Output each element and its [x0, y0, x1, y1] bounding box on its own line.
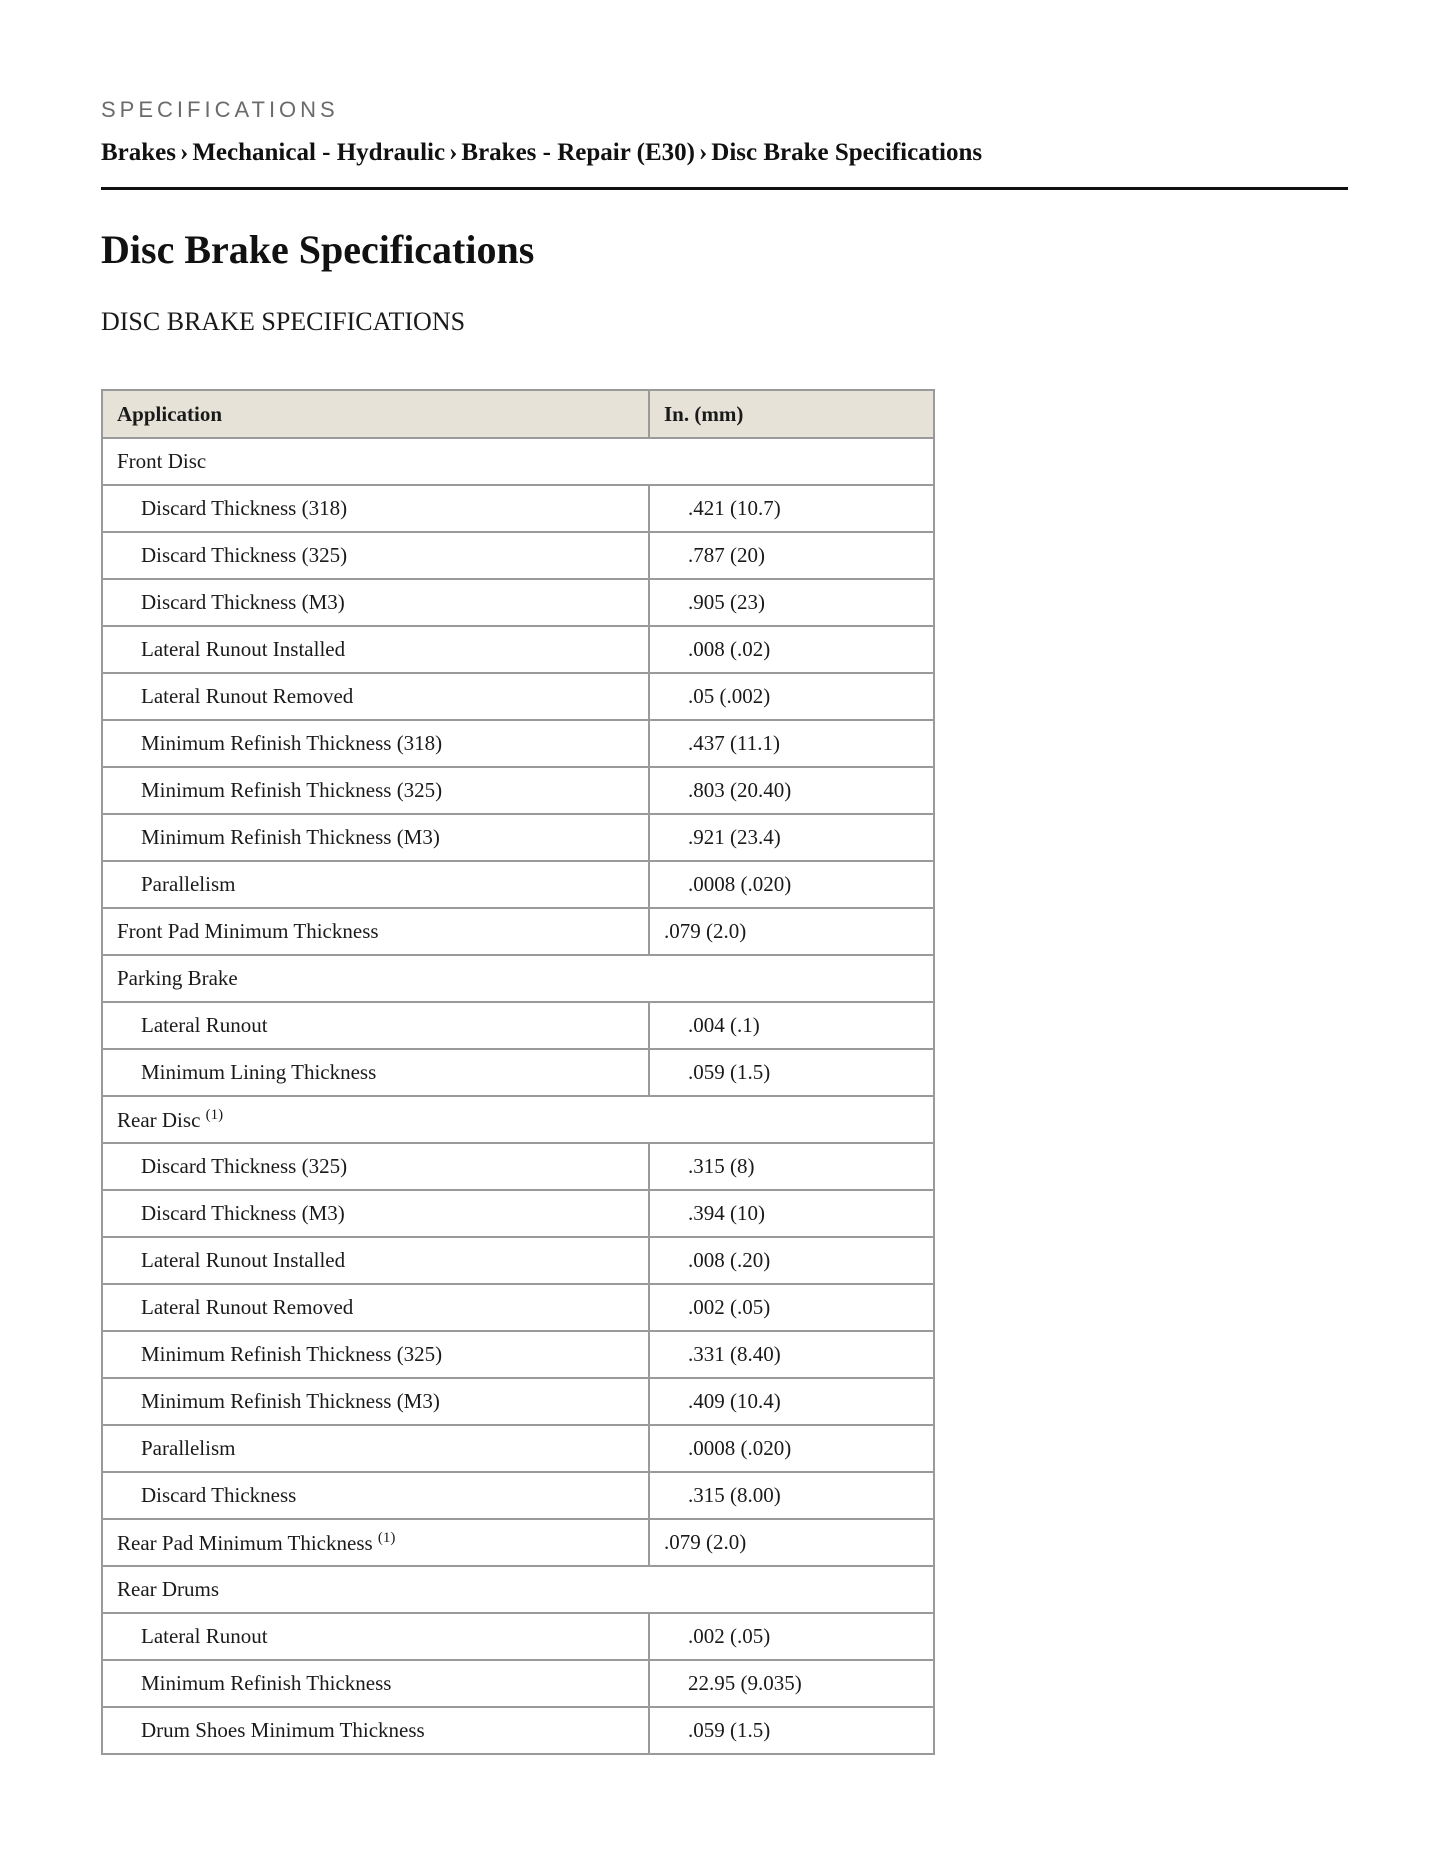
application-cell	[102, 1331, 649, 1378]
value-cell: .004 (.1)	[649, 1002, 934, 1049]
application-cell	[102, 814, 649, 861]
footnote-marker: (1)	[377, 1529, 396, 1546]
application-label: Discard Thickness (318)	[141, 496, 348, 520]
table-row	[102, 1237, 934, 1284]
table-row	[102, 1331, 934, 1378]
table-row	[102, 626, 934, 673]
table-row	[102, 1707, 934, 1754]
value-cell: .002 (.05)	[649, 1613, 934, 1660]
value-cell: .0008 (.020)	[649, 1425, 934, 1472]
application-label: Front Pad Minimum Thickness	[117, 919, 379, 943]
breadcrumb	[101, 139, 982, 167]
breadcrumb-item-current: Disc Brake Specifications	[711, 139, 983, 166]
table-row	[102, 861, 934, 908]
table-row	[102, 814, 934, 861]
page-title: Disc Brake Specifications	[101, 227, 535, 272]
group-label-cell	[102, 1096, 934, 1143]
group-label-cell	[102, 438, 934, 485]
value-cell: .331 (8.40)	[649, 1331, 934, 1378]
table-row	[102, 1519, 934, 1566]
value-cell: .315 (8)	[649, 1143, 934, 1190]
application-label: Lateral Runout Installed	[141, 637, 346, 661]
value-cell: .421 (10.7)	[649, 485, 934, 532]
table-row	[102, 1143, 934, 1190]
application-cell	[102, 1002, 649, 1049]
application-label: Minimum Refinish Thickness (325)	[141, 1342, 443, 1366]
section-title: DISC BRAKE SPECIFICATIONS	[101, 307, 466, 336]
application-cell	[102, 1049, 649, 1096]
value-cell: .059 (1.5)	[649, 1049, 934, 1096]
application-label: Lateral Runout Removed	[141, 1295, 354, 1319]
value-cell: .0008 (.020)	[649, 861, 934, 908]
group-label-cell	[102, 1566, 934, 1613]
table-group-row	[102, 1096, 934, 1143]
table-header-row	[102, 390, 934, 438]
application-label: Minimum Refinish Thickness	[141, 1671, 392, 1695]
application-label: Discard Thickness (M3)	[141, 1201, 345, 1225]
application-cell	[102, 1237, 649, 1284]
value-cell: .315 (8.00)	[649, 1472, 934, 1519]
application-label: Minimum Refinish Thickness (M3)	[141, 825, 440, 849]
column-header-application: Application	[102, 390, 649, 438]
application-label: Minimum Refinish Thickness (325)	[141, 778, 443, 802]
breadcrumb-item[interactable]: Brakes - Repair (E30)	[461, 139, 695, 166]
value-cell: .05 (.002)	[649, 673, 934, 720]
table-row	[102, 1049, 934, 1096]
application-cell	[102, 1378, 649, 1425]
value-cell: .079 (2.0)	[649, 908, 934, 955]
application-label: Lateral Runout	[141, 1013, 268, 1037]
value-cell: .059 (1.5)	[649, 1707, 934, 1754]
application-label: Discard Thickness (325)	[141, 1154, 348, 1178]
table-row	[102, 720, 934, 767]
table-body	[102, 438, 934, 1754]
application-cell	[102, 861, 649, 908]
table-row	[102, 1660, 934, 1707]
table-row	[102, 767, 934, 814]
group-label: Front Disc	[117, 449, 207, 473]
value-cell: 22.95 (9.035)	[649, 1660, 934, 1707]
table-row	[102, 1472, 934, 1519]
table-row	[102, 1002, 934, 1049]
column-header-value: In. (mm)	[649, 390, 934, 438]
table-row	[102, 579, 934, 626]
section-eyebrow: SPECIFICATIONS	[101, 97, 339, 122]
application-label: Lateral Runout Removed	[141, 684, 354, 708]
value-cell: .008 (.02)	[649, 626, 934, 673]
footnote-marker: (1)	[205, 1106, 224, 1123]
application-cell	[102, 1660, 649, 1707]
value-cell: .008 (.20)	[649, 1237, 934, 1284]
breadcrumb-separator: ›	[180, 139, 189, 166]
application-label: Lateral Runout Installed	[141, 1248, 346, 1272]
group-label: Parking Brake	[117, 966, 238, 990]
group-label: Rear Drums	[117, 1577, 220, 1601]
application-cell	[102, 1707, 649, 1754]
table-group-row	[102, 438, 934, 485]
value-cell: .409 (10.4)	[649, 1378, 934, 1425]
application-cell	[102, 485, 649, 532]
application-label: Discard Thickness (M3)	[141, 590, 345, 614]
table-group-row	[102, 1566, 934, 1613]
application-cell	[102, 532, 649, 579]
application-label: Parallelism	[141, 872, 236, 896]
table-row	[102, 1190, 934, 1237]
header-divider	[101, 187, 1348, 190]
table-group-row	[102, 955, 934, 1002]
table-row	[102, 1378, 934, 1425]
table-row	[102, 1425, 934, 1472]
application-label: Minimum Refinish Thickness (M3)	[141, 1389, 440, 1413]
table-row	[102, 485, 934, 532]
application-label: Lateral Runout	[141, 1624, 268, 1648]
value-cell: .905 (23)	[649, 579, 934, 626]
breadcrumb-separator: ›	[449, 139, 458, 166]
application-cell	[102, 1284, 649, 1331]
application-label: Minimum Lining Thickness	[141, 1060, 377, 1084]
value-cell: .787 (20)	[649, 532, 934, 579]
application-cell	[102, 908, 649, 955]
application-cell	[102, 1190, 649, 1237]
application-cell	[102, 673, 649, 720]
breadcrumb-separator: ›	[698, 139, 708, 166]
breadcrumb-item[interactable]: Brakes	[101, 139, 176, 166]
application-label: Discard Thickness	[141, 1483, 297, 1507]
application-cell	[102, 1613, 649, 1660]
application-label: Minimum Refinish Thickness (318)	[141, 731, 443, 755]
application-cell	[102, 1472, 649, 1519]
table-row	[102, 908, 934, 955]
application-cell	[102, 1519, 649, 1566]
value-cell: .437 (11.1)	[649, 720, 934, 767]
application-label: Discard Thickness (325)	[141, 543, 348, 567]
spec-table	[101, 389, 935, 1755]
value-cell: .921 (23.4)	[649, 814, 934, 861]
value-cell: .079 (2.0)	[649, 1519, 934, 1566]
table-row	[102, 532, 934, 579]
group-label: Rear Disc	[117, 1107, 201, 1132]
table-row	[102, 1613, 934, 1660]
value-cell: .002 (.05)	[649, 1284, 934, 1331]
application-label: Parallelism	[141, 1436, 236, 1460]
value-cell: .803 (20.40)	[649, 767, 934, 814]
application-cell	[102, 626, 649, 673]
application-cell	[102, 767, 649, 814]
application-cell	[102, 1143, 649, 1190]
breadcrumb-item[interactable]: Mechanical - Hydraulic	[192, 139, 446, 166]
group-label-cell	[102, 955, 934, 1002]
application-label: Drum Shoes Minimum Thickness	[141, 1718, 425, 1742]
table-row	[102, 673, 934, 720]
application-label: Rear Pad Minimum Thickness	[117, 1530, 373, 1555]
table-row	[102, 1284, 934, 1331]
application-cell	[102, 1425, 649, 1472]
application-cell	[102, 579, 649, 626]
application-cell	[102, 720, 649, 767]
value-cell: .394 (10)	[649, 1190, 934, 1237]
